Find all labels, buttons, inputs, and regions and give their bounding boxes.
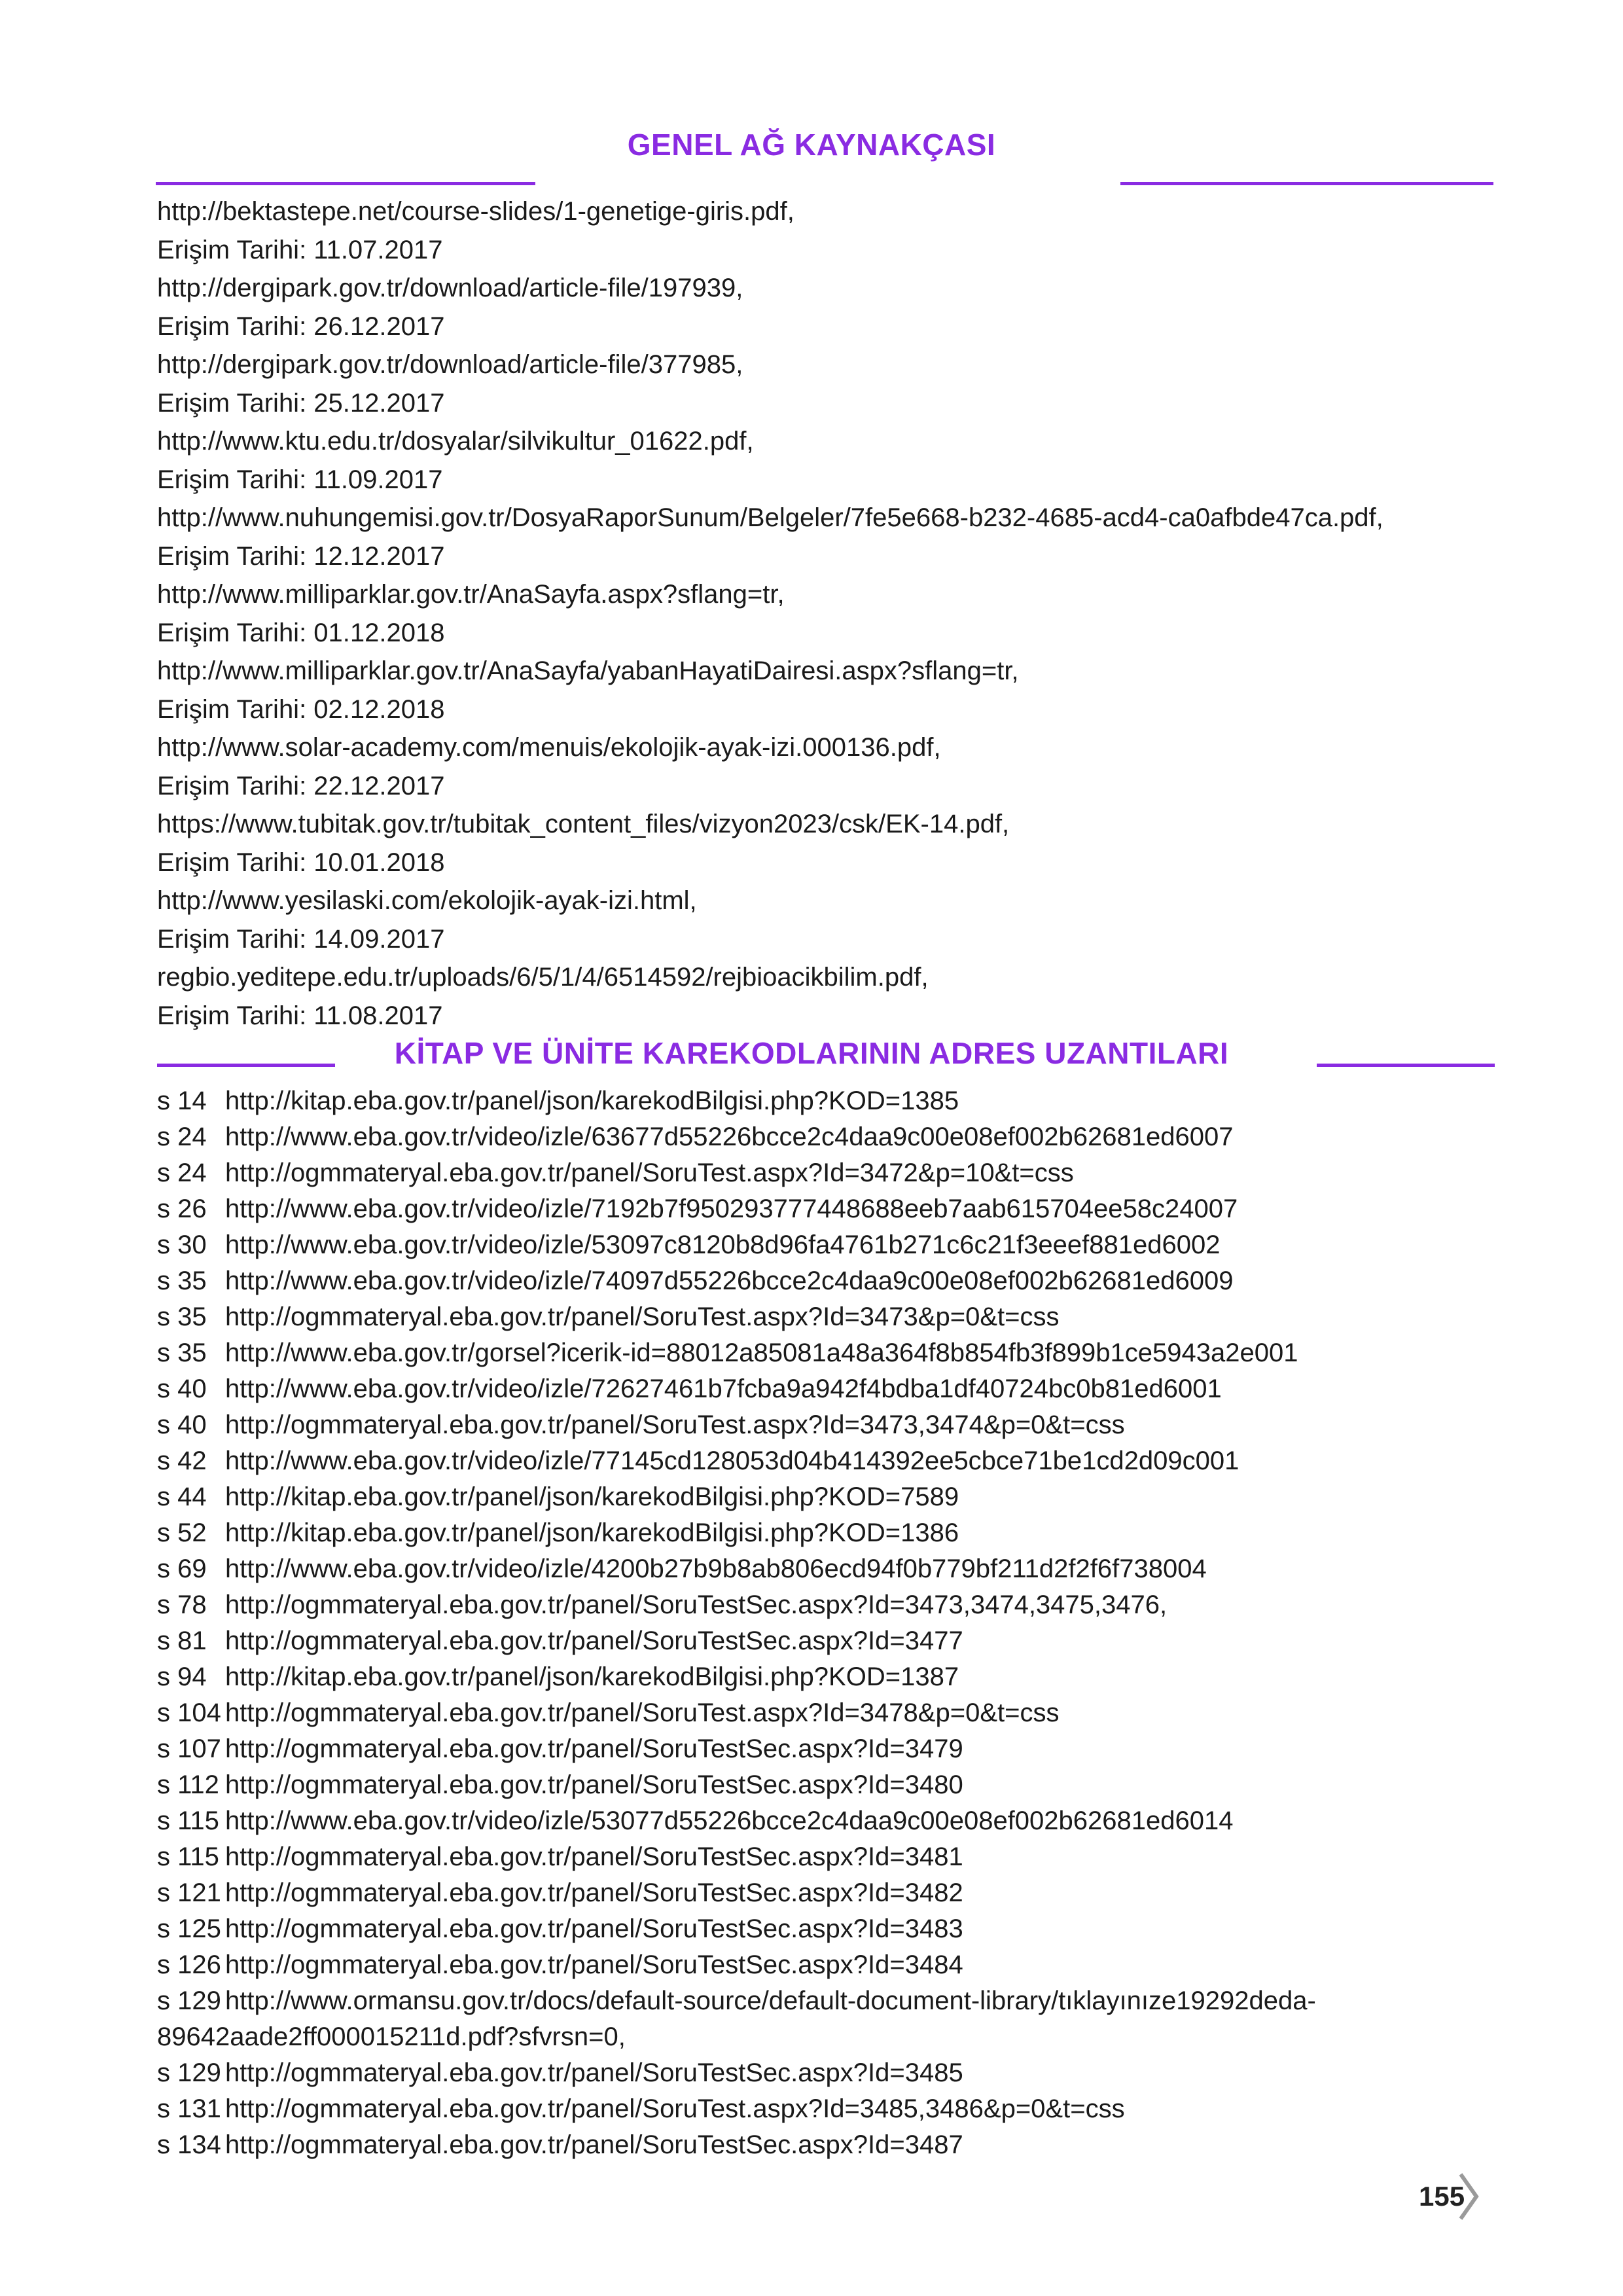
- qr-row: [157, 1875, 1505, 1911]
- qr-row: [157, 1371, 1505, 1407]
- access-date-line: Erişim Tarihi: 12.12.2017: [157, 541, 445, 571]
- access-date-line: Erişim Tarihi: 11.08.2017: [157, 1001, 443, 1030]
- access-date-line: Erişim Tarihi: 26.12.2017: [157, 312, 445, 341]
- qr-url: http://ogmmateryal.eba.gov.tr/panel/SoruTest.aspx?Id=3473,3474&p=0&t=css: [225, 1410, 1125, 1439]
- qr-url: http://ogmmateryal.eba.gov.tr/panel/SoruTestSec.aspx?Id=3483: [225, 1914, 963, 1943]
- page-ref: s 129: [157, 1986, 221, 2015]
- qr-row: [157, 1263, 1505, 1299]
- page-ref: s 35: [157, 1302, 207, 1331]
- qr-row: [157, 1515, 1505, 1551]
- qr-address-list: [157, 1083, 1505, 2163]
- reference-line: http://dergipark.gov.tr/download/article-file/377985,: [157, 350, 743, 379]
- qr-row: [157, 2055, 1505, 2091]
- qr-row: [157, 1155, 1505, 1191]
- qr-row: [157, 1407, 1505, 1443]
- reference-line: http://www.milliparklar.gov.tr/AnaSayfa.aspx?sflang=tr,: [157, 580, 785, 609]
- qr-url: http://www.eba.gov.tr/video/izle/63677d55226bcce2c4daa9c00e08ef002b62681ed6007: [225, 1122, 1234, 1151]
- qr-row: [157, 1587, 1505, 1623]
- qr-url: http://www.eba.gov.tr/video/izle/72627461b7fcba9a942f4bdba1df40724bc0b81ed6001: [225, 1374, 1222, 1403]
- reference-line: http://www.ktu.edu.tr/dosyalar/silvikultur_01622.pdf,: [157, 427, 754, 456]
- title-rule-left: [157, 1064, 335, 1067]
- page-ref: s 115: [157, 1842, 219, 1871]
- qr-row: [157, 2091, 1505, 2127]
- qr-url: http://www.eba.gov.tr/video/izle/77145cd128053d04b414392ee5cbce71be1cd2d09c001: [225, 1446, 1240, 1475]
- access-date-line: Erişim Tarihi: 02.12.2018: [157, 694, 445, 724]
- qr-row: [157, 1119, 1505, 1155]
- qr-row: [157, 1659, 1505, 1695]
- qr-url: http://ogmmateryal.eba.gov.tr/panel/SoruTestSec.aspx?Id=3473,3474,3475,3476,: [225, 1590, 1168, 1619]
- qr-row: [157, 2127, 1505, 2163]
- qr-url: http://ogmmateryal.eba.gov.tr/panel/SoruTest.aspx?Id=3472&p=10&t=css: [225, 1158, 1074, 1187]
- reference-line: http://dergipark.gov.tr/download/article-file/197939,: [157, 274, 743, 302]
- page-ref: s 14: [157, 1086, 207, 1115]
- reference-line: http://www.milliparklar.gov.tr/AnaSayfa/yabanHayatiDairesi.aspx?sflang=tr,: [157, 656, 1019, 685]
- page-number: [1419, 2172, 1479, 2221]
- qr-url: http://ogmmateryal.eba.gov.tr/panel/SoruTestSec.aspx?Id=3479: [225, 1734, 963, 1763]
- qr-url: http://www.eba.gov.tr/video/izle/74097d55226bcce2c4daa9c00e08ef002b62681ed6009: [225, 1266, 1234, 1295]
- qr-row: [157, 1983, 1505, 2055]
- qr-row: [157, 1839, 1505, 1875]
- page-ref: s 42: [157, 1446, 207, 1475]
- page-ref: s 40: [157, 1410, 207, 1439]
- page-ref: s 26: [157, 1194, 207, 1223]
- page-ref: s 134: [157, 2130, 221, 2159]
- qr-row: [157, 1911, 1505, 1947]
- qr-url: http://kitap.eba.gov.tr/panel/json/karekodBilgisi.php?KOD=1386: [225, 1518, 959, 1547]
- page-ref: s 30: [157, 1230, 207, 1259]
- qr-url: http://ogmmateryal.eba.gov.tr/panel/SoruTestSec.aspx?Id=3480: [225, 1770, 963, 1799]
- page-ref: s 35: [157, 1266, 207, 1295]
- access-date-line: Erişim Tarihi: 25.12.2017: [157, 388, 445, 418]
- page-ref: s 107: [157, 1734, 221, 1763]
- access-date-line: Erişim Tarihi: 10.01.2018: [157, 848, 445, 877]
- chevron-right-icon: [1458, 2172, 1479, 2221]
- qr-url: http://www.eba.gov.tr/video/izle/53077d55226bcce2c4daa9c00e08ef002b62681ed6014: [225, 1806, 1234, 1835]
- qr-row: [157, 1227, 1505, 1263]
- qr-url: http://www.eba.gov.tr/video/izle/4200b27b9b8ab806ecd94f0b779bf211d2f2f6f738004: [225, 1554, 1207, 1583]
- qr-url: http://www.ormansu.gov.tr/docs/default-source/default-document-library/tıklayınıze19292deda-89642aade2ff000015211d.pdf?sfvrsn=0,: [157, 1986, 1316, 2051]
- qr-url: http://www.eba.gov.tr/video/izle/53097c8120b8d96fa4761b271c6c21f3eeef881ed6002: [225, 1230, 1221, 1259]
- qr-url: http://ogmmateryal.eba.gov.tr/panel/SoruTest.aspx?Id=3473&p=0&t=css: [225, 1302, 1060, 1331]
- reference-line: https://www.tubitak.gov.tr/tubitak_content_files/vizyon2023/csk/EK-14.pdf,: [157, 810, 1010, 838]
- qr-url: http://kitap.eba.gov.tr/panel/json/karekodBilgisi.php?KOD=1387: [225, 1662, 959, 1691]
- qr-row: [157, 1551, 1505, 1587]
- qr-url: http://kitap.eba.gov.tr/panel/json/karekodBilgisi.php?KOD=1385: [225, 1086, 959, 1115]
- qr-row: [157, 1623, 1505, 1659]
- section-title-genel-ag: GENEL AĞ KAYNAKÇASI: [627, 128, 996, 162]
- page-ref: s 24: [157, 1158, 207, 1187]
- qr-url: http://www.eba.gov.tr/video/izle/7192b7f950293777448688eeb7aab615704ee58c24007: [225, 1194, 1238, 1223]
- page-ref: s 40: [157, 1374, 207, 1403]
- page-ref: s 69: [157, 1554, 207, 1583]
- qr-url: http://kitap.eba.gov.tr/panel/json/karekodBilgisi.php?KOD=7589: [225, 1482, 959, 1511]
- page-ref: s 104: [157, 1698, 221, 1727]
- qr-url: http://ogmmateryal.eba.gov.tr/panel/SoruTest.aspx?Id=3478&p=0&t=css: [225, 1698, 1060, 1727]
- page-ref: s 81: [157, 1626, 207, 1655]
- page-ref: s 94: [157, 1662, 207, 1691]
- web-references-list: [157, 192, 1505, 1035]
- qr-url: http://ogmmateryal.eba.gov.tr/panel/SoruTest.aspx?Id=3485,3486&p=0&t=css: [225, 2094, 1125, 2123]
- page-ref: s 52: [157, 1518, 207, 1547]
- page-ref: s 112: [157, 1770, 219, 1799]
- access-date-line: Erişim Tarihi: 11.09.2017: [157, 465, 443, 494]
- page-number-label: 155: [1419, 2181, 1465, 2212]
- reference-line: http://www.yesilaski.com/ekolojik-ayak-izi.html,: [157, 886, 697, 915]
- reference-line: http://www.nuhungemisi.gov.tr/DosyaRaporSunum/Belgeler/7fe5e668-b232-4685-acd4-ca0afbde47ca.pdf,: [157, 503, 1383, 532]
- page-ref: s 131: [157, 2094, 221, 2123]
- page-ref: s 129: [157, 2058, 221, 2087]
- page-ref: s 121: [157, 1878, 221, 1907]
- qr-row: [157, 1191, 1505, 1227]
- reference-line: regbio.yeditepe.edu.tr/uploads/6/5/1/4/6514592/rejbioacikbilim.pdf,: [157, 963, 929, 992]
- qr-url: http://ogmmateryal.eba.gov.tr/panel/SoruTestSec.aspx?Id=3487: [225, 2130, 963, 2159]
- access-date-line: Erişim Tarihi: 11.07.2017: [157, 235, 443, 264]
- qr-row: [157, 1299, 1505, 1335]
- qr-url: http://www.eba.gov.tr/gorsel?icerik-id=88012a85081a48a364f8b854fb3f899b1ce5943a2e001: [225, 1338, 1298, 1367]
- reference-line: http://www.solar-academy.com/menuis/ekolojik-ayak-izi.000136.pdf,: [157, 733, 941, 762]
- page-ref: s 126: [157, 1950, 221, 1979]
- access-date-line: Erişim Tarihi: 14.09.2017: [157, 924, 445, 954]
- qr-row: [157, 1479, 1505, 1515]
- access-date-line: Erişim Tarihi: 01.12.2018: [157, 618, 445, 647]
- qr-row: [157, 1083, 1505, 1119]
- title-rule-right: [1317, 1064, 1495, 1067]
- access-date-line: Erişim Tarihi: 22.12.2017: [157, 771, 445, 800]
- qr-url: http://ogmmateryal.eba.gov.tr/panel/SoruTestSec.aspx?Id=3485: [225, 2058, 963, 2087]
- section-title-karekod: KİTAP VE ÜNİTE KAREKODLARININ ADRES UZANTILARI: [394, 1036, 1229, 1070]
- qr-url: http://ogmmateryal.eba.gov.tr/panel/SoruTestSec.aspx?Id=3484: [225, 1950, 963, 1979]
- page-ref: s 44: [157, 1482, 207, 1511]
- qr-row: [157, 1767, 1505, 1803]
- qr-row: [157, 1947, 1505, 1983]
- page-ref: s 78: [157, 1590, 207, 1619]
- qr-row: [157, 1695, 1505, 1731]
- qr-row: [157, 1443, 1505, 1479]
- qr-url: http://ogmmateryal.eba.gov.tr/panel/SoruTestSec.aspx?Id=3482: [225, 1878, 963, 1907]
- qr-row: [157, 1803, 1505, 1839]
- qr-url: http://ogmmateryal.eba.gov.tr/panel/SoruTestSec.aspx?Id=3481: [225, 1842, 963, 1871]
- title-rule-right: [1120, 182, 1493, 185]
- qr-row: [157, 1731, 1505, 1767]
- page-ref: s 24: [157, 1122, 207, 1151]
- page-ref: s 125: [157, 1914, 221, 1943]
- reference-line: http://bektastepe.net/course-slides/1-genetige-giris.pdf,: [157, 197, 794, 226]
- page-ref: s 35: [157, 1338, 207, 1367]
- title-rule-left: [156, 182, 535, 185]
- qr-url: http://ogmmateryal.eba.gov.tr/panel/SoruTestSec.aspx?Id=3477: [225, 1626, 963, 1655]
- page-ref: s 115: [157, 1806, 219, 1835]
- qr-row: [157, 1335, 1505, 1371]
